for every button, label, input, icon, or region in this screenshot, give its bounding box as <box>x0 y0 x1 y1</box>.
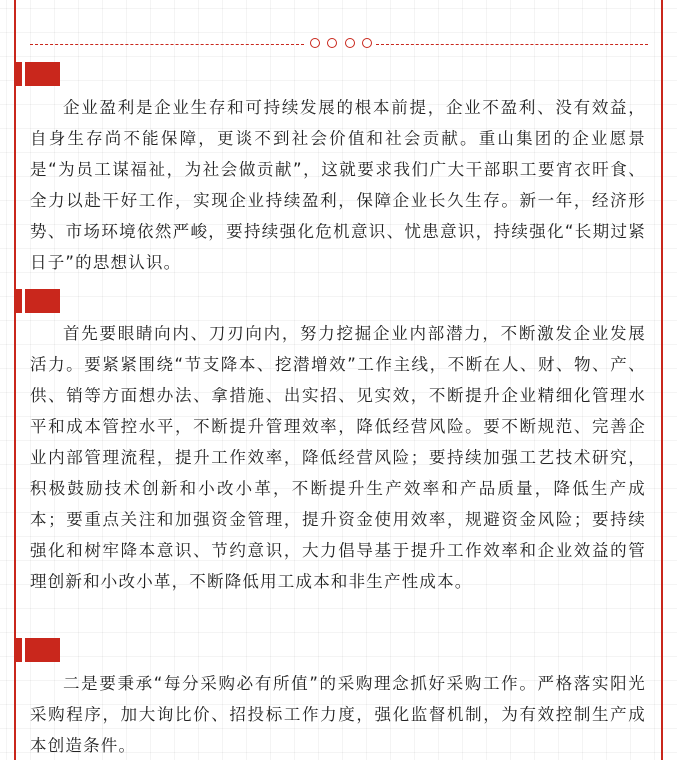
marker-notch <box>22 62 25 86</box>
circle-ornament-icon <box>310 38 320 48</box>
section-marker-1 <box>14 62 60 86</box>
decorative-divider <box>30 43 648 45</box>
frame-right-border <box>661 0 663 760</box>
paragraph-2: 首先要眼睛向内、刀刃向内，努力挖掘企业内部潜力，不断激发企业发展活力。要紧紧围绕“节支降本、挖潜增效”工作主线，不断在人、财、物、产、供、销等方面想办法、拿措施、出实招、见实效，不断提升企业精细化管理水平和成本管控水平，不断提升管理效率，降低经营风险。要不断规范、完善企业内部管理流程，提升工作效率，降低经营风险；要持续加强工艺技术研究，积极鼓励技术创新和小改小革，不断提升生产效率和产品质量，降低生产成本；要重点关注和加强资金管理，提升资金使用效率，规避资金风险；要持续强化和树牢降本意识、节约意识，大力倡导基于提升工作效率和企业效益的管理创新和小改小革，不断降低用工成本和非生产性成本。 <box>30 324 646 591</box>
circle-ornament-icon <box>345 38 355 48</box>
divider-dashed-line-right <box>376 44 648 45</box>
section-marker-3 <box>14 638 60 662</box>
marker-notch <box>22 638 25 662</box>
marker-notch <box>22 289 25 313</box>
paragraph-3: 二是要秉承“每分采购必有所值”的采购理念抓好采购工作。严格落实阳光采购程序，加大询比价、招投标工作力度，强化监督机制，为有效控制生产成本创造条件。 <box>30 674 646 755</box>
circle-ornament-icon <box>362 38 372 48</box>
section-marker-2 <box>14 289 60 313</box>
divider-circles <box>310 38 372 50</box>
paragraph-1: 企业盈利是企业生存和可持续发展的根本前提，企业不盈利、没有效益，自身生存尚不能保障，更谈不到社会价值和社会贡献。重山集团的企业愿景是“为员工谋福祉，为社会做贡献”，这就要求我们广大干部职工要宵衣旰食、全力以赴干好工作，实现企业持续盈利，保障企业长久生存。新一年，经济形势、市场环境依然严峻，要持续强化危机意识、忧患意识，持续强化“长期过紧日子”的思想认识。 <box>30 98 646 272</box>
divider-dashed-line-left <box>30 44 304 45</box>
circle-ornament-icon <box>327 38 337 48</box>
